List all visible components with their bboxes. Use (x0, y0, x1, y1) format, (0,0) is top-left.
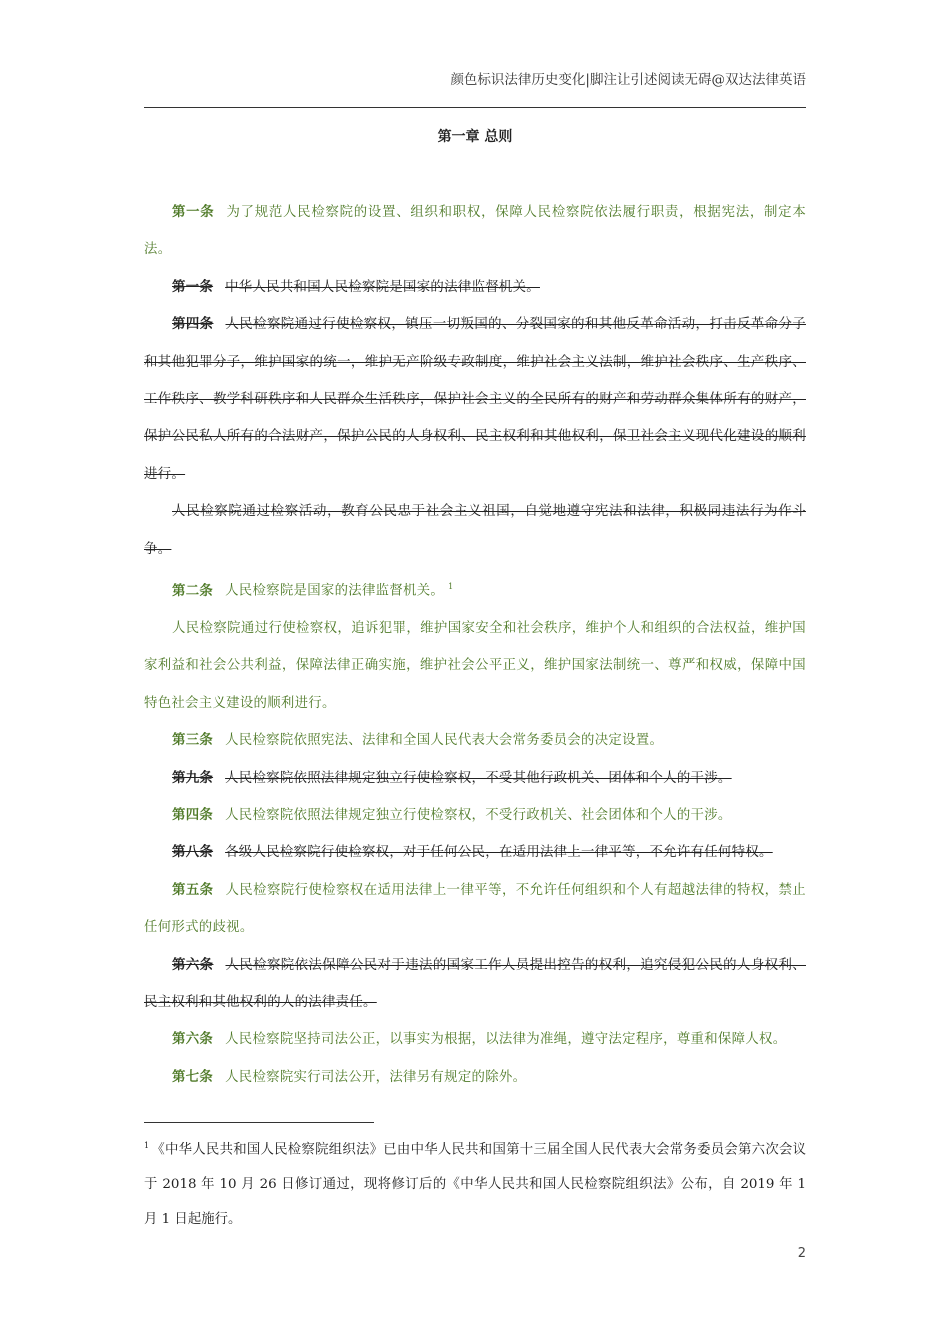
deleted-article-paragraph (144, 306, 806, 493)
footnote-text: 《中华人民共和国人民检察院组织法》已由中华人民共和国第十三届全国人民代表大会常务委员会第六次会议于 2018 年 10 月 26 日修订通过，现将修订后的《中华人民共和国人民检察院组织法》公布，自 2019 年 1 月 1 日起施行。 (144, 1142, 806, 1228)
document-page (144, 0, 806, 1344)
article-text: 人民检察院通过检察活动，教育公民忠于社会主义祖国，自觉地遵守宪法和法律，积极同违法行为作斗争。 (144, 504, 806, 557)
article-text: 人民检察院依法保障公民对于违法的国家工作人员提出控告的权利，追究侵犯公民的人身权利、民主权利和其他权利的人的法律责任。 (144, 957, 806, 1010)
article-paragraph (144, 194, 806, 269)
footnote-reference[interactable]: 1 (448, 582, 454, 592)
footnote-divider (144, 1122, 374, 1123)
article-text: 人民检察院通过行使检察权，镇压一切叛国的、分裂国家的和其他反革命活动，打击反革命分子和其他犯罪分子，维护国家的统一，维护无产阶级专政制度，维护社会主义法制，维护社会秩序、生产秩序、工作秩序、教学科研秩序和人民群众生活秩序，保护社会主义的全民所有的财产和劳动群众集体所有的财产，保护公民私人所有的合法财产，保护公民的人身权利、民主权利和其他权利，保卫社会主义现代化建设的顺利进行。 (144, 317, 806, 482)
article-text: 人民检察院依照宪法、法律和全国人民代表大会常务委员会的决定设置。 (225, 733, 664, 749)
article-number: 第八条 (172, 844, 214, 861)
article-text: 为了规范人民检察院的设置、组织和职权，保障人民检察院依法履行职责，根据宪法，制定本法。 (144, 205, 807, 258)
deleted-article-paragraph (144, 760, 806, 797)
article-number: 第四条 (172, 806, 214, 823)
article-text: 人民检察院通过行使检察权，追诉犯罪，维护国家安全和社会秩序，维护个人和组织的合法权益，维护国家利益和社会公共利益，保障法律正确实施，维护社会公平正义，维护国家法制统一、尊严和权威，保障中国特色社会主义建设的顺利进行。 (144, 620, 806, 711)
deleted-article-paragraph (144, 947, 806, 1022)
running-header: 颜色标识法律历史变化|脚注让引述阅读无碍@双达法律英语 (450, 72, 806, 88)
article-paragraph (144, 722, 806, 759)
article-number: 第七条 (172, 1068, 214, 1085)
deleted-article-paragraph (144, 269, 806, 306)
article-paragraph (144, 568, 806, 610)
article-number: 第六条 (172, 956, 214, 973)
article-paragraph (144, 797, 806, 834)
article-number: 第四条 (172, 316, 214, 333)
header-divider (144, 107, 806, 108)
article-number: 第九条 (172, 769, 214, 786)
article-number: 第一条 (172, 204, 215, 220)
chapter-title: 第一章 总则 (437, 129, 513, 145)
article-number: 第五条 (172, 881, 214, 898)
article-number: 第六条 (172, 1031, 214, 1048)
article-paragraph (144, 1021, 806, 1058)
page-number: 2 (797, 1246, 806, 1261)
article-text: 各级人民检察院行使检察权，对于任何公民，在适用法律上一律平等，不允许有任何特权。 (225, 845, 773, 861)
article-text: 人民检察院依照法律规定独立行使检察权，不受其他行政机关、团体和个人的干涉。 (225, 770, 732, 786)
article-paragraph (144, 1059, 806, 1096)
law-text-body (144, 194, 806, 1096)
deleted-article-paragraph (144, 834, 806, 871)
article-text: 人民检察院依照法律规定独立行使检察权，不受行政机关、社会团体和个人的干涉。 (225, 807, 732, 823)
article-text: 人民检察院是国家的法律监督机关。 (225, 583, 445, 599)
footnote (144, 1128, 806, 1237)
article-number: 第二条 (172, 582, 214, 599)
article-paragraph (144, 872, 806, 947)
deleted-article-paragraph (144, 493, 806, 568)
article-text: 人民检察院行使检察权在适用法律上一律平等，不允许任何组织和个人有超越法律的特权，禁止任何形式的歧视。 (144, 882, 806, 936)
footnote-number: 1 (144, 1141, 150, 1150)
article-text: 中华人民共和国人民检察院是国家的法律监督机关。 (225, 279, 540, 295)
article-text: 人民检察院坚持司法公正，以事实为根据，以法律为准绳，遵守法定程序，尊重和保障人权。 (225, 1032, 787, 1048)
article-number: 第一条 (172, 278, 214, 295)
article-number: 第三条 (172, 732, 214, 749)
article-paragraph (144, 610, 806, 722)
article-text: 人民检察院实行司法公开，法律另有规定的除外。 (225, 1069, 527, 1085)
